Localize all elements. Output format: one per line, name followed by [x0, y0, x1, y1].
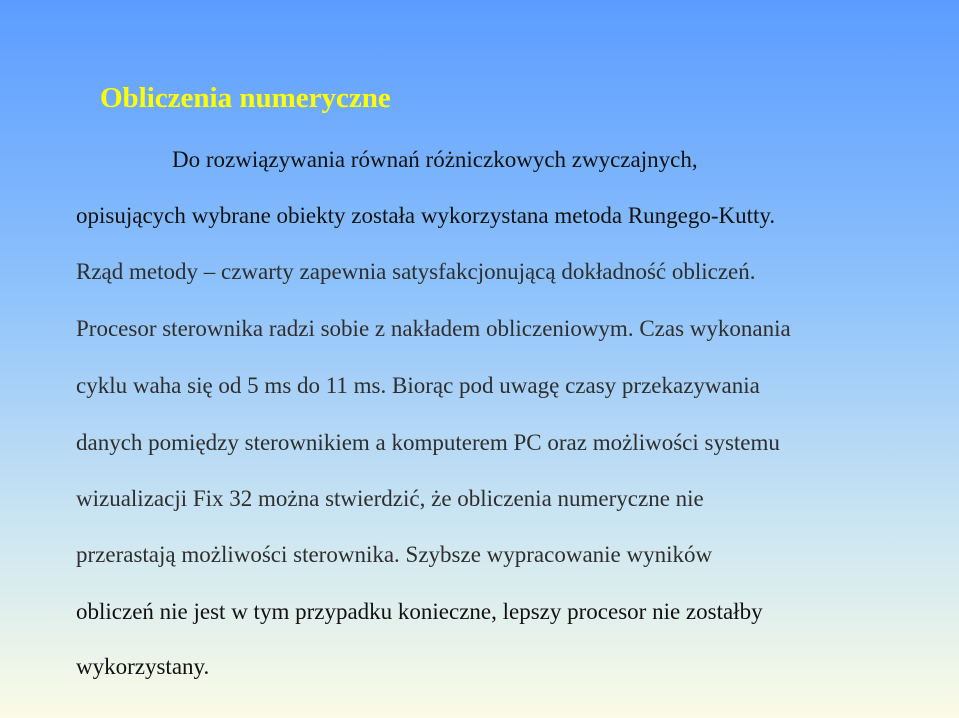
body-line-3: Rząd metody – czwarty zapewnia satysfakcjonującą dokładność obliczeń.: [76, 259, 756, 284]
slide-title: Obliczenia numeryczne: [100, 82, 391, 114]
body-line-9: obliczeń nie jest w tym przypadku konieczne, lepszy procesor nie zostałby: [76, 599, 763, 624]
body-line-5: cyklu waha się od 5 ms do 11 ms. Biorąc pod uwagę czasy przekazywania: [76, 373, 760, 398]
body-line-10: wykorzystany.: [76, 654, 210, 679]
body-line-6: danych pomiędzy sterownikiem a komputerem PC oraz możliwości systemu: [76, 430, 780, 455]
body-line-1: Do rozwiązywania równań różniczkowych zwyczajnych,: [172, 147, 698, 172]
body-line-7: wizualizacji Fix 32 można stwierdzić, że obliczenia numeryczne nie: [76, 486, 704, 511]
body-line-2: opisujących wybrane obiekty została wykorzystana metoda Rungego-Kutty.: [76, 203, 776, 228]
body-line-8: przerastają możliwości sterownika. Szybsze wypracowanie wyników: [76, 542, 713, 567]
body-line-4: Procesor sterownika radzi sobie z nakładem obliczeniowym. Czas wykonania: [76, 316, 791, 341]
